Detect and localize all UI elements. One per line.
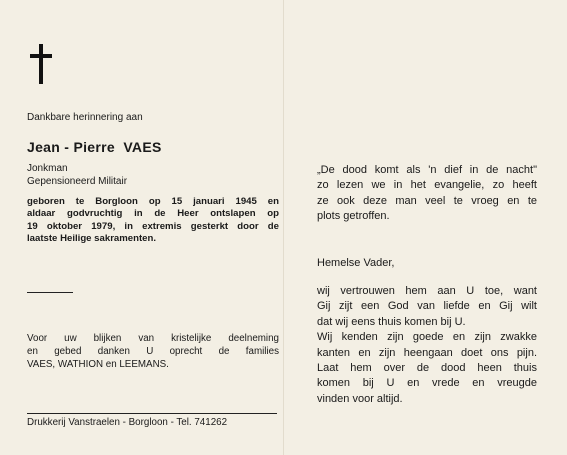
bio-line: aldaar godvruchtig in de Heer ontslapen op [27,208,279,220]
prayer-line: Laat hem over de dood heen thuis [317,362,537,375]
thanks-line: Voor uw blijken van kristelijke deelneming [27,333,279,344]
prayer-line: Wij kenden zijn goede en zijn zwakke [317,331,537,344]
deceased-name: Jean - Pierre VAES [27,139,162,155]
card-fold-line [283,0,284,455]
role-line: Jonkman [27,163,68,174]
quote-block [317,163,537,225]
divider-short [27,292,73,293]
thanks-text [27,332,279,371]
quote-line: ze ook deze man veel te vroeg en te [317,194,537,207]
prayer-line: komen bij U en vrede en vreugde [317,377,537,390]
role-line: Gepensioneerd Militair [27,176,128,187]
prayer-line: dat wij eens thuis komen bij U. [317,315,466,328]
bio-line: geboren te Borgloon op 15 januari 1945 en [27,196,279,207]
intro-text: Dankbare herinnering aan [27,112,143,123]
quote-line: zo lezen we in het evangelie, zo heeft [317,179,537,192]
bio-line: 19 oktober 1979, in extremis gesterkt door de [27,220,279,232]
prayer-line: Gij zijt een God van liefde en Gij wilt [317,300,537,313]
prayer-block [317,284,537,407]
prayer-address: Hemelse Vader, [317,257,395,269]
thanks-line: en gebed danken U oprecht de families [27,346,279,357]
bio-line: laatste Heilige sakramenten. [27,233,157,245]
roles [27,162,285,188]
quote-line: plots getroffen. [317,210,390,223]
thanks-line: VAES, WATHION en LEEMANS. [27,359,169,370]
printer-credit: Drukkerij Vanstraelen - Borgloon - Tel. 741262 [27,417,228,428]
latin-cross-icon [30,44,52,84]
prayer-line: kanten en zijn heengaan doet ons pijn. [317,346,537,359]
biography [27,196,279,246]
prayer-line: vinden voor altijd. [317,392,403,405]
divider-long [27,413,277,414]
prayer-line: wij vertrouwen hem aan U toe, want [317,285,537,297]
quote-line: „De dood komt als 'n dief in de nacht" [317,164,537,176]
